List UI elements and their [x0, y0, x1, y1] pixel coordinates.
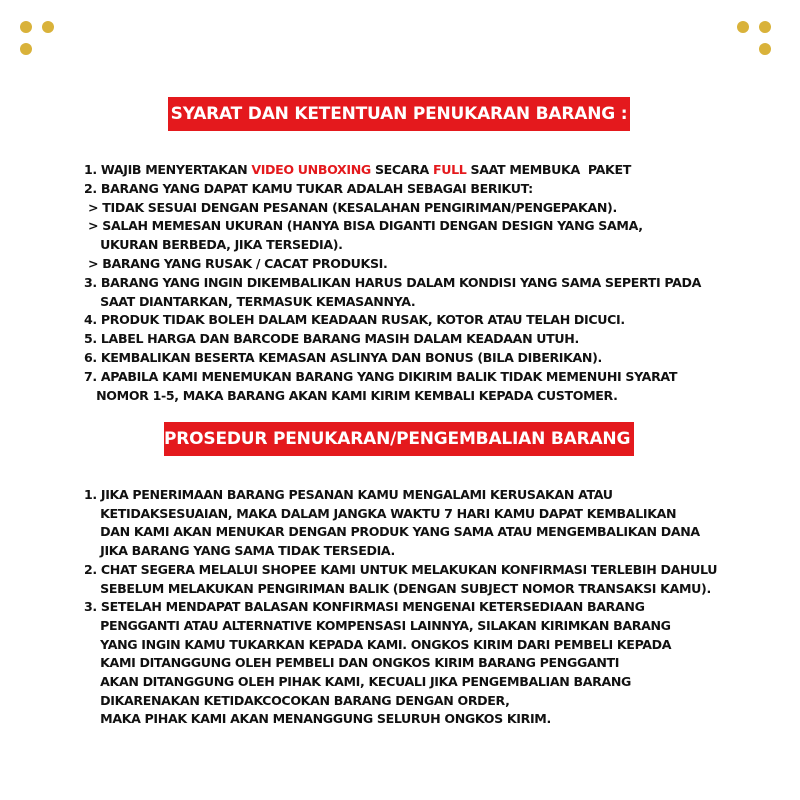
text-segment: AKAN DITANGGUNG OLEH PIHAK KAMI, KECUALI JIKA PENGEMBALIAN BARANG — [84, 674, 632, 689]
text-segment: SECARA — [370, 162, 433, 177]
text-segment: SAAT DIANTARKAN, TERMASUK KEMASANNYA. — [84, 293, 416, 309]
procedure-heading: PROSEDUR PENUKARAN/PENGEMBALIAN BARANG : — [164, 422, 634, 456]
text-segment: SAAT MEMBUKA PAKET — [466, 162, 631, 177]
text-line — [84, 655, 619, 670]
text-line — [84, 562, 717, 577]
text-line — [84, 693, 510, 708]
text-line — [84, 506, 676, 521]
text-line — [84, 637, 671, 652]
text-line — [84, 200, 617, 215]
text-line — [84, 524, 700, 539]
text-segment: 5. LABEL HARGA DAN BARCODE BARANG MASIH DALAM KEADAAN UTUH. — [84, 331, 579, 347]
decor-dot-top-left-2 — [42, 21, 54, 33]
text-segment: DIKARENAKAN KETIDAKCOCOKAN BARANG DENGAN ORDER, — [84, 692, 510, 708]
terms-heading: SYARAT DAN KETENTUAN PENUKARAN BARANG : — [168, 97, 630, 131]
text-line — [84, 369, 677, 384]
text-line — [84, 618, 671, 633]
text-segment: 3. BARANG YANG INGIN DIKEMBALIKAN HARUS DALAM KONDISI YANG SAMA SEPERTI PADA — [84, 274, 701, 290]
text-segment: SEBELUM MELAKUKAN PENGIRIMAN BALIK (DENGAN SUBJECT NOMOR TRANSAKSI KAMU). — [84, 580, 711, 596]
decor-dot-top-right-3 — [759, 43, 771, 55]
text-segment: > TIDAK SESUAI DENGAN PESANAN (KESALAHAN PENGIRIMAN/PENGEPAKAN). — [84, 199, 617, 215]
text-segment: DAN KAMI AKAN MENUKAR DENGAN PRODUK YANG SAMA ATAU MENGEMBALIKAN DANA — [84, 524, 700, 540]
text-line — [84, 711, 551, 726]
text-line — [84, 331, 579, 346]
text-segment: YANG INGIN KAMU TUKARKAN KEPADA KAMI. ONGKOS KIRIM DARI PEMBELI KEPADA — [84, 636, 672, 652]
text-segment: 3. SETELAH MENDAPAT BALASAN KONFIRMASI MENGENAI KETERSEDIAAN BARANG — [84, 599, 645, 615]
text-line — [84, 543, 395, 558]
text-line — [84, 237, 343, 252]
text-segment: 2. BARANG YANG DAPAT KAMU TUKAR ADALAH SEBAGAI BERIKUT: — [84, 180, 533, 196]
text-line — [84, 294, 415, 309]
text-segment: KAMI DITANGGUNG OLEH PEMBELI DAN ONGKOS KIRIM BARANG PENGGANTI — [84, 655, 620, 671]
text-segment: JIKA BARANG YANG SAMA TIDAK TERSEDIA. — [84, 543, 395, 559]
text-segment: 4. PRODUK TIDAK BOLEH DALAM KEADAAN RUSAK, KOTOR ATAU TELAH DICUCI. — [84, 312, 625, 328]
decor-dot-top-right-1 — [737, 21, 749, 33]
text-segment: > SALAH MEMESAN UKURAN (HANYA BISA DIGANTI DENGAN DESIGN YANG SAMA, — [84, 218, 643, 234]
text-line — [84, 275, 701, 290]
text-segment: KETIDAKSESUAIAN, MAKA DALAM JANGKA WAKTU 7 HARI KAMU DAPAT KEMBALIKAN — [84, 505, 677, 521]
text-line — [84, 487, 613, 502]
text-line — [84, 312, 625, 327]
text-line — [84, 162, 631, 177]
text-segment: 7. APABILA KAMI MENEMUKAN BARANG YANG DIKIRIM BALIK TIDAK MEMENUHI SYARAT — [84, 368, 678, 384]
text-line — [84, 581, 711, 596]
highlight-text: FULL — [432, 162, 467, 177]
text-segment: 2. CHAT SEGERA MELALUI SHOPEE KAMI UNTUK MELAKUKAN KONFIRMASI TERLEBIH DAHULU — [84, 561, 718, 577]
text-line — [84, 256, 387, 271]
text-segment: > BARANG YANG RUSAK / CACAT PRODUKSI. — [84, 256, 388, 271]
text-line — [84, 350, 602, 365]
text-segment: NOMOR 1-5, MAKA BARANG AKAN KAMI KIRIM KEMBALI KEPADA CUSTOMER. — [84, 387, 618, 403]
decor-dot-top-left-3 — [20, 43, 32, 55]
decor-dot-top-left-1 — [20, 21, 32, 33]
text-segment: 1. JIKA PENERIMAAN BARANG PESANAN KAMU MENGALAMI KERUSAKAN ATAU — [84, 487, 613, 502]
decor-dot-top-right-2 — [759, 21, 771, 33]
text-segment: UKURAN BERBEDA, JIKA TERSEDIA). — [84, 237, 343, 253]
text-line — [84, 388, 618, 403]
highlight-text: VIDEO UNBOXING — [251, 162, 371, 177]
text-segment: MAKA PIHAK KAMI AKAN MENANGGUNG SELURUH ONGKOS KIRIM. — [84, 711, 551, 727]
text-line — [84, 218, 643, 233]
text-segment: 1. WAJIB MENYERTAKAN — [84, 162, 252, 177]
text-segment: 6. KEMBALIKAN BESERTA KEMASAN ASLINYA DAN BONUS (BILA DIBERIKAN). — [84, 350, 602, 365]
text-line — [84, 674, 631, 689]
text-segment: PENGGANTI ATAU ALTERNATIVE KOMPENSASI LAINNYA, SILAKAN KIRIMKAN BARANG — [84, 617, 671, 633]
text-line — [84, 599, 645, 614]
text-line — [84, 181, 533, 196]
